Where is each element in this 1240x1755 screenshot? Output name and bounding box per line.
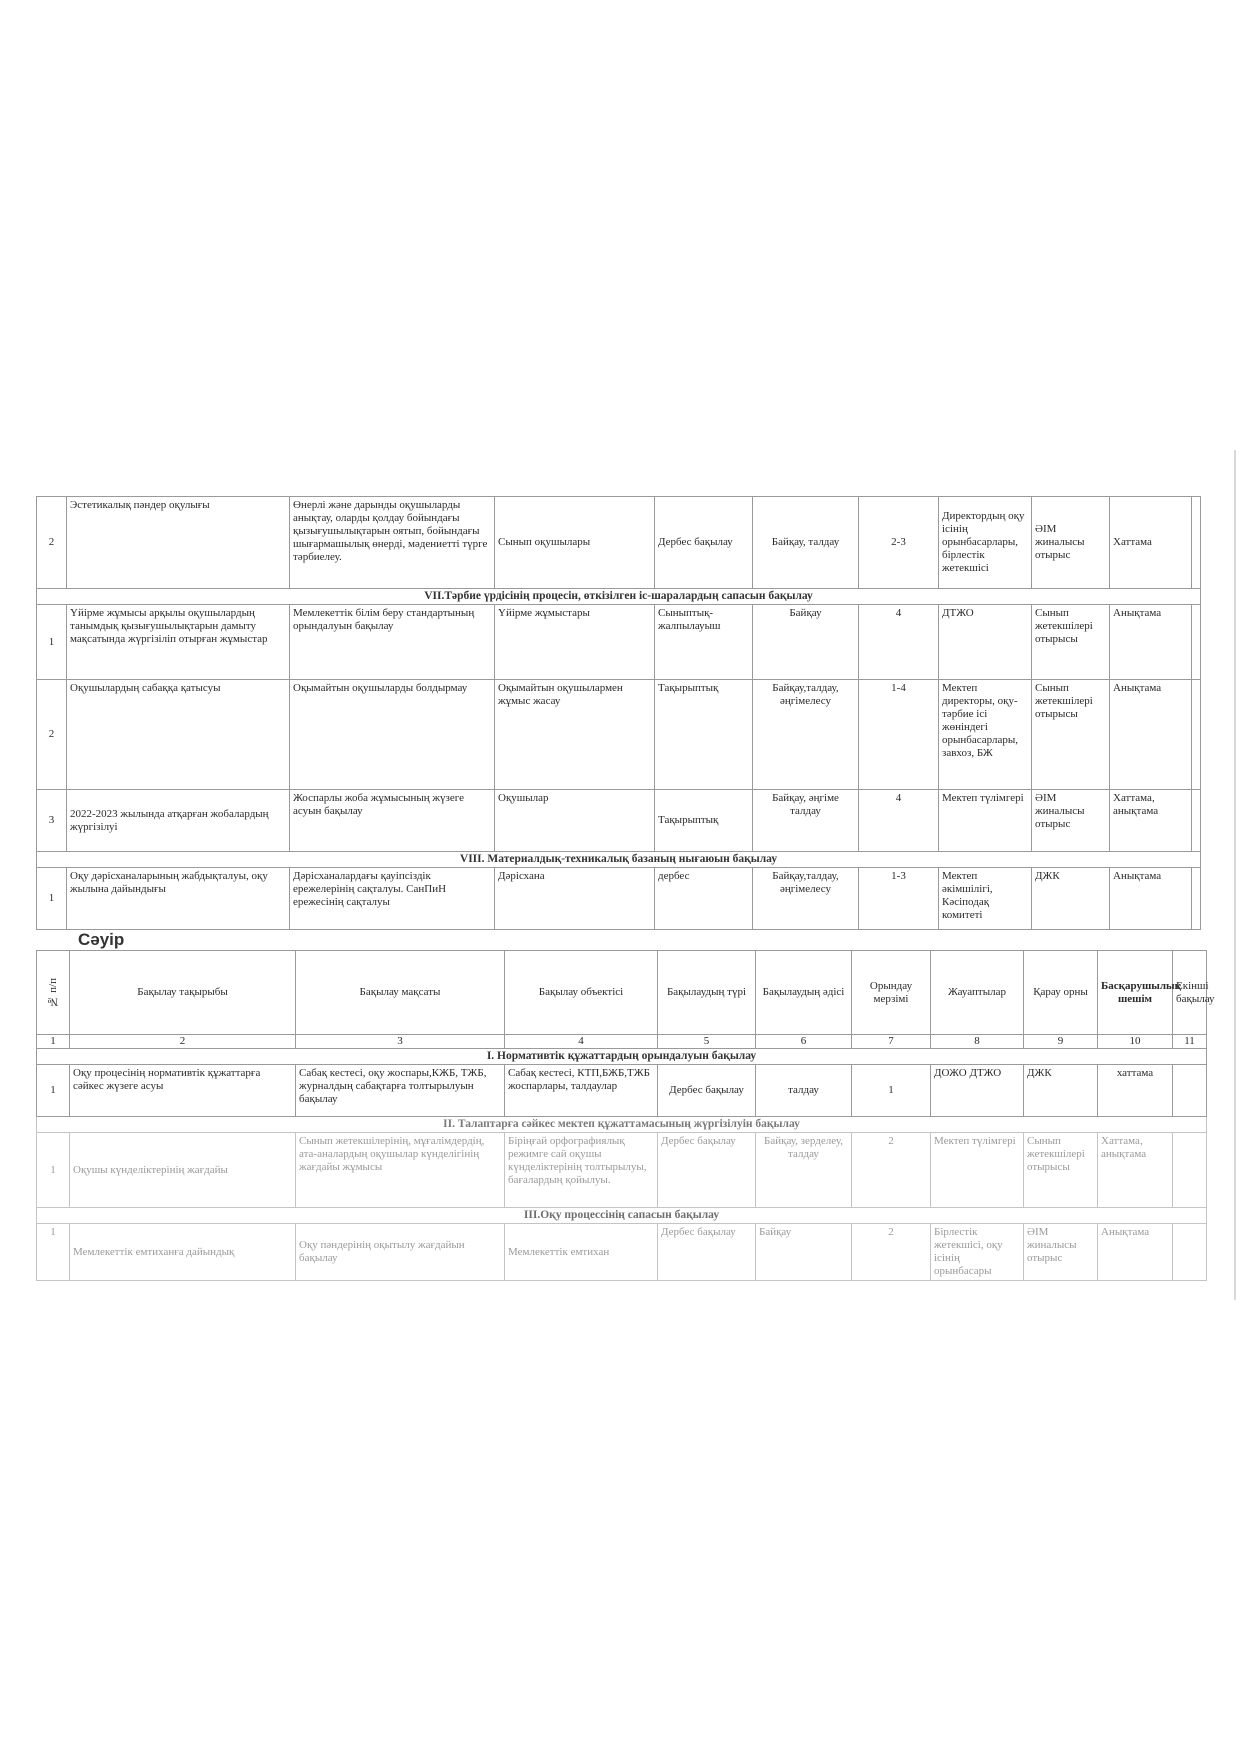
- term-cell: 1: [852, 1065, 931, 1117]
- place-cell: Сынып жетекшілері отырысы: [1032, 605, 1110, 680]
- section-row: [37, 1117, 1207, 1133]
- type-cell: Дербес бақылау: [658, 1133, 756, 1208]
- topic-cell: Мемлекеттік емтиханға дайындық: [70, 1224, 296, 1281]
- header-responsible: Жауаптылар: [931, 951, 1024, 1035]
- decision-cell: Анықтама: [1110, 680, 1192, 790]
- place-cell: Сынып жетекшілері отырысы: [1032, 680, 1110, 790]
- object-cell: Мемлекеттік емтихан: [505, 1224, 658, 1281]
- header-object: Бақылау объектісі: [505, 951, 658, 1035]
- responsible-cell: Директордың оқу ісінің орынбасарлары, бірлестік жетекшісі: [939, 497, 1032, 589]
- place-cell: ДЖК: [1032, 868, 1110, 930]
- section-row: [37, 1208, 1207, 1224]
- topic-cell: Оқу процесінің нормативтік құжаттарға сәйкес жүзеге асуы: [70, 1065, 296, 1117]
- responsible-cell: ДТЖО: [939, 605, 1032, 680]
- header-second: Екінші бақылау: [1173, 951, 1207, 1035]
- method-cell: талдау: [756, 1065, 852, 1117]
- topic-cell: 2022-2023 жылында атқарған жобалардың жүргізілуі: [67, 790, 290, 852]
- goal-cell: Сабақ кестесі, оқу жоспары,КЖБ, ТЖБ, журналдың сабақтарға толтырылуын бақылау: [296, 1065, 505, 1117]
- plan-table-continued: [36, 496, 1201, 930]
- section-row: [37, 852, 1201, 868]
- topic-cell: Оқу дәрісханаларының жабдықталуы, оқу жылына дайындығы: [67, 868, 290, 930]
- col-number: 10: [1098, 1035, 1173, 1049]
- method-cell: Байқау,талдау, әңгімелесу: [753, 680, 859, 790]
- responsible-cell: Мектеп түлімгері: [939, 790, 1032, 852]
- term-cell: 2: [852, 1224, 931, 1281]
- col-number: 3: [296, 1035, 505, 1049]
- col-number: 5: [658, 1035, 756, 1049]
- method-cell: Байқау: [756, 1224, 852, 1281]
- header-method: Бақылаудың әдісі: [756, 951, 852, 1035]
- place-cell: ӘІМ жиналысы отырыс: [1032, 497, 1110, 589]
- method-cell: Байқау, әңгіме талдау: [753, 790, 859, 852]
- term-cell: 4: [859, 790, 939, 852]
- responsible-cell: Мектеп директоры, оқу-тәрбие ісі жөніндегі орынбасарлары, завхоз, БЖ: [939, 680, 1032, 790]
- col-number: 7: [852, 1035, 931, 1049]
- type-cell: дербес: [655, 868, 753, 930]
- type-cell: Дербес бақылау: [658, 1224, 756, 1281]
- row-num: 2: [37, 680, 67, 790]
- type-cell: Дербес бақылау: [655, 497, 753, 589]
- header-num: № п/п: [37, 951, 70, 1035]
- type-cell: Дербес бақылау: [658, 1065, 756, 1117]
- decision-cell: Хаттама, анықтама: [1098, 1133, 1173, 1208]
- row-num: 1: [37, 1224, 70, 1281]
- table-row: [37, 605, 1201, 680]
- row-num: 1: [37, 1065, 70, 1117]
- april-plan-table: [36, 950, 1215, 1281]
- section-row: [37, 1049, 1207, 1065]
- col-number: 11: [1173, 1035, 1207, 1049]
- object-cell: Оқымайтын оқушылармен жұмыс жасау: [495, 680, 655, 790]
- term-cell: 1-4: [859, 680, 939, 790]
- table-row: [37, 497, 1201, 589]
- decision-cell: Хаттама: [1110, 497, 1192, 589]
- place-cell: ӘІМ жиналысы отырыс: [1032, 790, 1110, 852]
- method-cell: Байқау, талдау: [753, 497, 859, 589]
- method-cell: Байқау: [753, 605, 859, 680]
- goal-cell: Дәрісханалардағы қауіпсіздік ережелерінің сақталуы. СанПиН ережесінің сақталуы: [290, 868, 495, 930]
- topic-cell: Оқушы күнделіктерінің жағдайы: [70, 1133, 296, 1208]
- topic-cell: Оқушылардың сабаққа қатысуы: [67, 680, 290, 790]
- section-row: [37, 589, 1201, 605]
- type-cell: Сыныптық-жалпылауыш: [655, 605, 753, 680]
- col-number: 1: [37, 1035, 70, 1049]
- decision-cell: хаттама: [1098, 1065, 1173, 1117]
- object-cell: Үйірме жұмыстары: [495, 605, 655, 680]
- header-place: Қарау орны: [1024, 951, 1098, 1035]
- header-decision: Басқарушылық шешім: [1098, 951, 1173, 1035]
- object-cell: Сынып оқушылары: [495, 497, 655, 589]
- decision-cell: Хаттама, анықтама: [1110, 790, 1192, 852]
- responsible-cell: Бірлестік жетекшісі, оқу ісінің орынбасары: [931, 1224, 1024, 1281]
- row-num: 3: [37, 790, 67, 852]
- topic-cell: Үйірме жұмысы арқылы оқушылардың танымдық қызығушылықтарын дамыту мақсатында жүргізіліп отырған жұмыстар: [67, 605, 290, 680]
- place-cell: Сынып жетекшілері отырысы: [1024, 1133, 1098, 1208]
- section-3-title: III.Оқу процессінің сапасын бақылау: [37, 1208, 1207, 1224]
- goal-cell: Өнерлі және дарынды оқушыларды анықтау, оларды қолдау бойындағы қызығушылықтарын оятып, бойындағы шығармашылық өнерді, мәдениетті түрге тәрбиелеу.: [290, 497, 495, 589]
- term-cell: 2: [852, 1133, 931, 1208]
- responsible-cell: Мектеп әкімшілігі, Кәсіподақ комитеті: [939, 868, 1032, 930]
- header-type: Бақылаудың түрі: [658, 951, 756, 1035]
- section-1-title: I. Нормативтік құжаттардың орындалуын бақылау: [37, 1049, 1207, 1065]
- scan-edge: [1234, 450, 1236, 1300]
- goal-cell: Оқу пәндерінің оқытылу жағдайын бақылау: [296, 1224, 505, 1281]
- term-cell: 4: [859, 605, 939, 680]
- type-cell: Тақырыптық: [655, 790, 753, 852]
- table-row: [37, 1224, 1207, 1281]
- header-row: [37, 951, 1207, 1035]
- row-num: 1: [37, 868, 67, 930]
- table-row: [37, 1133, 1207, 1208]
- goal-cell: Жоспарлы жоба жұмысының жүзеге асуын бақылау: [290, 790, 495, 852]
- method-cell: Байқау,талдау, әңгімелесу: [753, 868, 859, 930]
- row-num: 1: [37, 605, 67, 680]
- col-number: 4: [505, 1035, 658, 1049]
- month-title: Сәуір: [78, 930, 125, 949]
- header-goal: Бақылау мақсаты: [296, 951, 505, 1035]
- goal-cell: Мемлекеттік білім беру стандартының орындалуын бақылау: [290, 605, 495, 680]
- responsible-cell: ДОЖО ДТЖО: [931, 1065, 1024, 1117]
- section-8-title: VIII. Материалдық-техникалық базаның нығаюын бақылау: [37, 852, 1201, 868]
- topic-cell: Эстетикалық пәндер оқулығы: [67, 497, 290, 589]
- table-row: [37, 868, 1201, 930]
- col-number: 2: [70, 1035, 296, 1049]
- section-2-title: II. Талаптарға сәйкес мектеп құжаттамасының жүргізілуін бақылау: [37, 1117, 1207, 1133]
- decision-cell: Анықтама: [1110, 605, 1192, 680]
- term-cell: 2-3: [859, 497, 939, 589]
- column-number-row: [37, 1035, 1207, 1049]
- goal-cell: Сынып жетекшілерінің, мұғалімдердің, ата-аналардың оқушылар күнделігінің жағдайы жұмысы: [296, 1133, 505, 1208]
- row-num: 2: [37, 497, 67, 589]
- object-cell: Біріңғай орфографиялық режимге сай оқушы күнделіктерінің толтырылуы, бағалардың қойылуы.: [505, 1133, 658, 1208]
- decision-cell: Анықтама: [1110, 868, 1192, 930]
- decision-cell: Анықтама: [1098, 1224, 1173, 1281]
- table-row: [37, 790, 1201, 852]
- col-number: 9: [1024, 1035, 1098, 1049]
- section-7-title: VII.Тәрбие үрдісінің процесін, өткізілген іс-шаралардың сапасын бақылау: [37, 589, 1201, 605]
- object-cell: Сабақ кестесі, КТП,БЖБ,ТЖБ жоспарлары, талдаулар: [505, 1065, 658, 1117]
- responsible-cell: Мектеп түлімгері: [931, 1133, 1024, 1208]
- col-number: 6: [756, 1035, 852, 1049]
- table-row: [37, 680, 1201, 790]
- term-cell: 1-3: [859, 868, 939, 930]
- header-topic: Бақылау тақырыбы: [70, 951, 296, 1035]
- object-cell: Дәрісхана: [495, 868, 655, 930]
- col-number: 8: [931, 1035, 1024, 1049]
- goal-cell: Оқымайтын оқушыларды болдырмау: [290, 680, 495, 790]
- type-cell: Тақырыптық: [655, 680, 753, 790]
- place-cell: ӘІМ жиналысы отырыс: [1024, 1224, 1098, 1281]
- header-term: Орындау мерзімі: [852, 951, 931, 1035]
- object-cell: Оқушылар: [495, 790, 655, 852]
- method-cell: Байқау, зерделеу, талдау: [756, 1133, 852, 1208]
- row-num: 1: [37, 1133, 70, 1208]
- table-row: [37, 1065, 1207, 1117]
- place-cell: ДЖК: [1024, 1065, 1098, 1117]
